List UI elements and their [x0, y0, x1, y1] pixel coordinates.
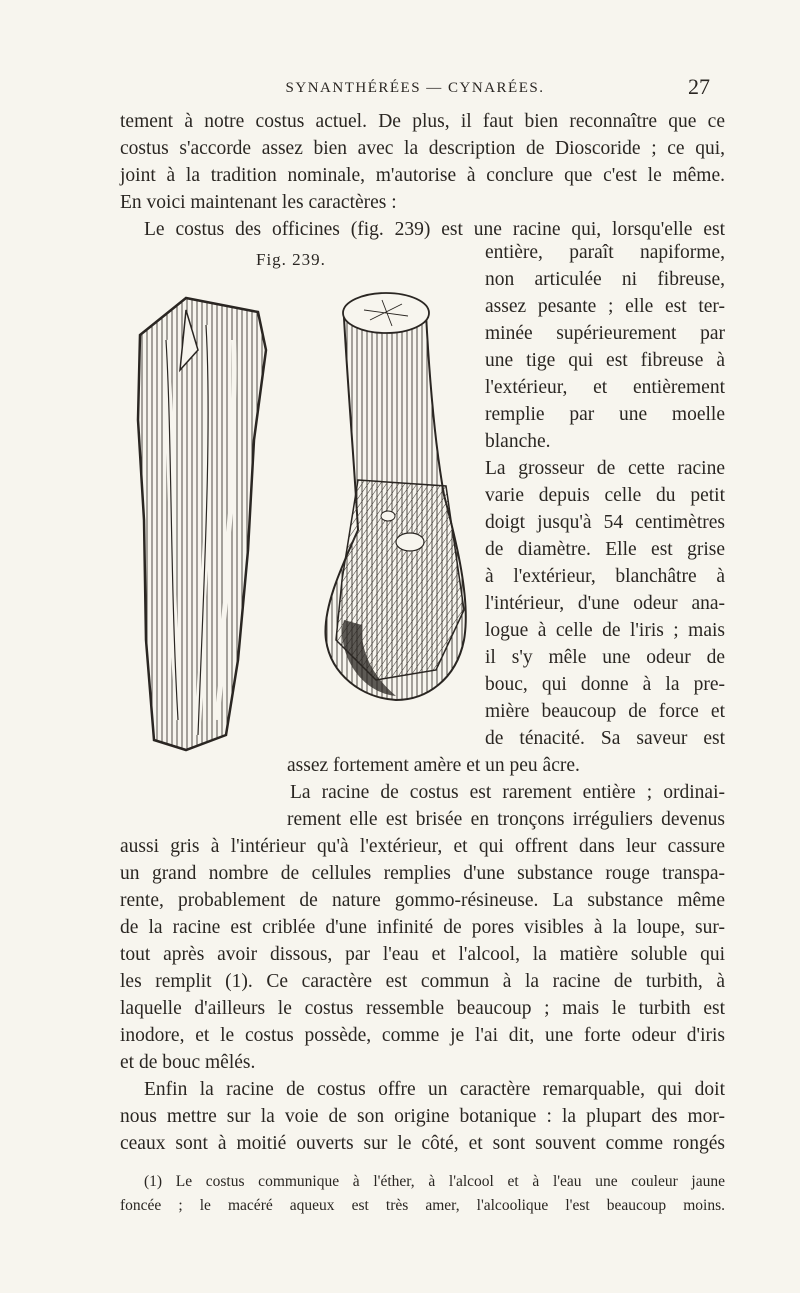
text-line: Le costus des officines (fig. 239) est une racine qui, lorsqu'elle est	[144, 219, 725, 240]
text-line: une tige qui est fibreuse à	[485, 350, 725, 371]
text-line: et de bouc mêlés.	[120, 1052, 256, 1073]
running-title: SYNANTHÉRÉES — CYNARÉES.	[285, 80, 545, 96]
text-line: joint à la tradition nominale, m'autorise à conclure que c'est le même.	[120, 165, 725, 186]
text-line: varie depuis celle du petit	[485, 485, 725, 506]
text-line: aussi gris à l'intérieur qu'à l'extérieur, et qui offrent dans leur cassure	[120, 836, 725, 857]
text-line: La racine de costus est rarement entière ; ordinai-	[290, 782, 725, 803]
text-line: assez fortement amère et un peu âcre.	[287, 755, 580, 776]
text-line: minée supérieurement par	[485, 323, 725, 344]
figure-label: Fig. 239.	[256, 250, 326, 269]
text-line: La grosseur de cette racine	[485, 458, 725, 479]
text-line: En voici maintenant les caractères :	[120, 192, 397, 213]
footnote-line: foncée ; le macéré aqueux est très amer, l'alcoolique l'est beaucoup moins.	[120, 1197, 725, 1214]
text-line: l'intérieur, d'une odeur ana-	[485, 593, 725, 614]
text-line: rement elle est brisée en tronçons irréguliers devenus	[287, 809, 725, 830]
page-header	[120, 74, 710, 104]
text-line: nous mettre sur la voie de son origine botanique : la plupart des mor-	[120, 1106, 725, 1127]
text-line: Enfin la racine de costus offre un caractère remarquable, qui doit	[144, 1079, 725, 1100]
text-line: costus s'accorde assez bien avec la description de Dioscoride ; ce qui,	[120, 138, 725, 159]
text-line: de ténacité. Sa saveur est	[485, 728, 725, 749]
footnote-line: (1) Le costus communique à l'éther, à l'alcool et à l'eau une couleur jaune	[144, 1173, 725, 1190]
text-line: l'extérieur, et entièrement	[485, 377, 725, 398]
text-line: tement à notre costus actuel. De plus, il faut bien reconnaître que ce	[120, 111, 725, 132]
text-line: bouc, qui donne à la pre-	[485, 674, 725, 695]
text-line: non articulée ni fibreuse,	[485, 269, 725, 290]
text-line: les remplit (1). Ce caractère est commun à la racine de turbith, à	[120, 971, 725, 992]
text-line: à l'extérieur, blanchâtre à	[485, 566, 725, 587]
costus-root-illustration	[126, 280, 484, 780]
text-line: doigt jusqu'à 54 centimètres	[485, 512, 725, 533]
text-line: rente, probablement de nature gommo-résineuse. La substance même	[120, 890, 725, 911]
root-piece-right	[325, 293, 465, 700]
text-line: laquelle d'ailleurs le costus ressemble beaucoup ; mais le turbith est	[120, 998, 725, 1019]
text-line: un grand nombre de cellules remplies d'une substance rouge transpa-	[120, 863, 725, 884]
text-line: ceaux sont à moitié ouverts sur le côté, et sont souvent comme rongés	[120, 1133, 725, 1154]
text-line: il s'y mêle une odeur de	[485, 647, 725, 668]
text-line: de la racine est criblée d'une infinité de pores visibles à la loupe, sur-	[120, 917, 725, 938]
text-line: tout après avoir dissous, par l'eau et l'alcool, la matière soluble qui	[120, 944, 725, 965]
text-line: entière, paraît napiforme,	[485, 242, 725, 263]
text-line: de diamètre. Elle est grise	[485, 539, 725, 560]
page-number: 27	[688, 74, 710, 99]
text-line: logue à celle de l'iris ; mais	[485, 620, 725, 641]
text-line: assez pesante ; elle est ter-	[485, 296, 725, 317]
text-line: blanche.	[485, 431, 551, 452]
root-fragment-left	[138, 298, 266, 750]
text-line: remplie par une moelle	[485, 404, 725, 425]
text-line: inodore, et le costus possède, comme je l'ai dit, une forte odeur d'iris	[120, 1025, 725, 1046]
text-line: mière beaucoup de force et	[485, 701, 725, 722]
